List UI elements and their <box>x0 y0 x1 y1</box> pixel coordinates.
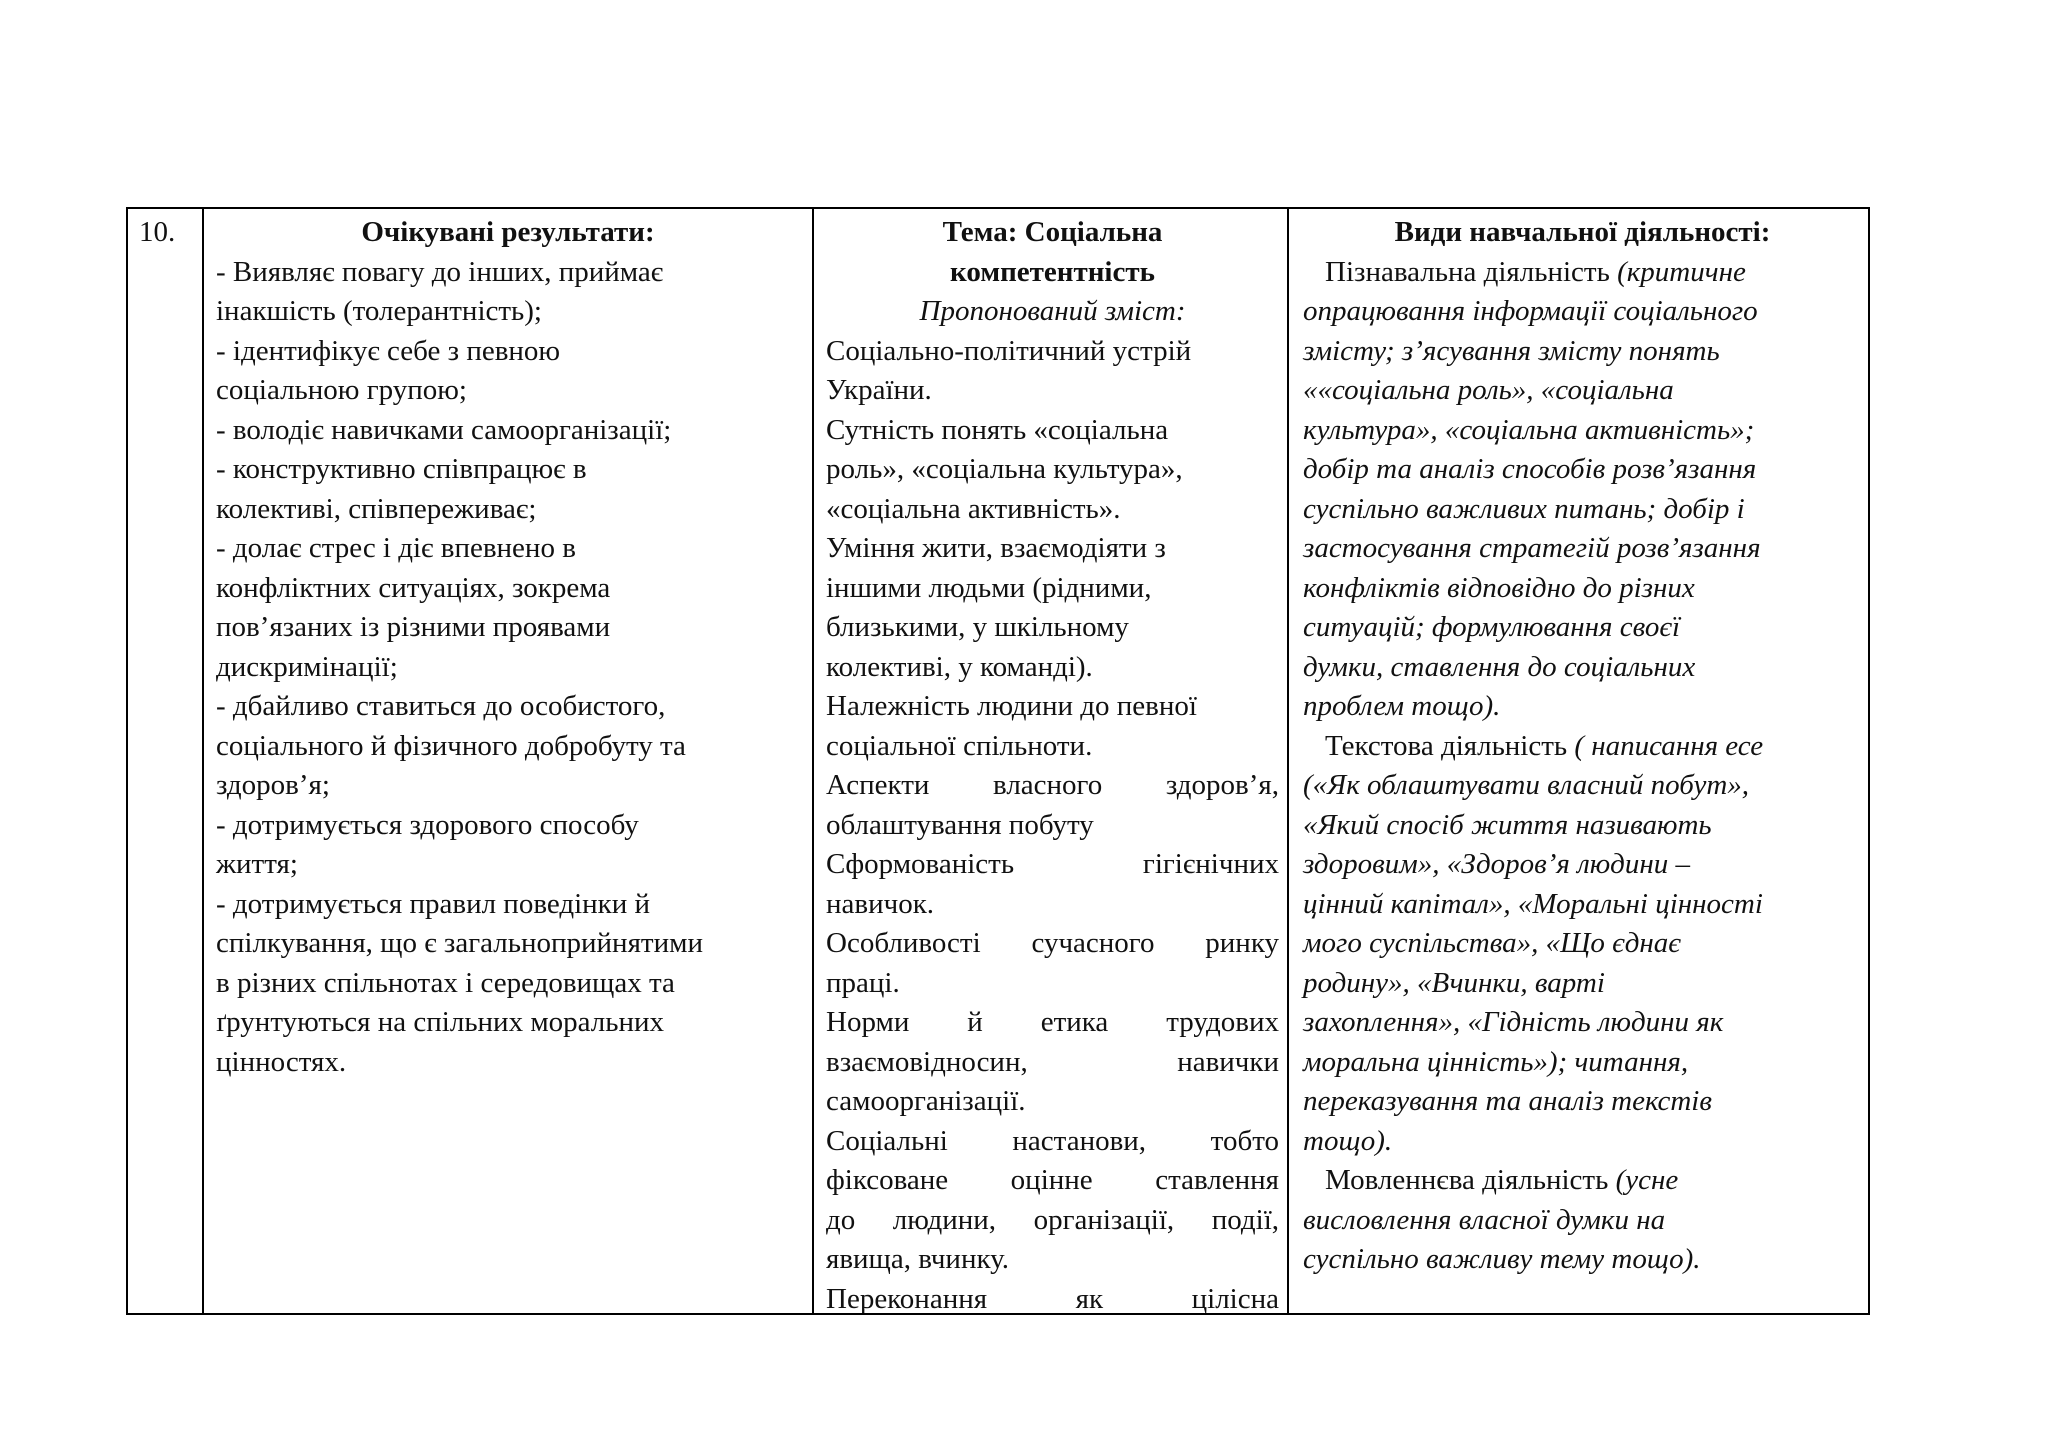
activity-line <box>1303 687 1862 727</box>
activity-line <box>1303 1043 1862 1083</box>
topic-content-line: колективі, у команді). <box>826 650 1093 683</box>
activity-line <box>1303 766 1862 806</box>
expected-result-line: - володіє навичками самоорганізації; <box>216 413 672 446</box>
activity-line <box>1303 292 1862 332</box>
activity-description: думки, ставлення до соціальних <box>1303 650 1696 683</box>
activity-description: (усне <box>1615 1164 1679 1196</box>
activity-line <box>1303 371 1862 411</box>
topic-content-line: праці. <box>826 966 900 999</box>
activity-description: ««соціальна роль», «соціальна <box>1303 374 1674 406</box>
topic-content-line: Сформованість гігієнічних <box>826 848 1279 880</box>
activity-description: добір та аналіз способів розв’язання <box>1303 453 1757 485</box>
activity-line <box>1303 253 1862 293</box>
expected-result-line: - долає стрес і діє впевнено в <box>216 532 576 564</box>
expected-result-line: спілкування, що є загальноприйнятими <box>216 927 703 959</box>
expected-results-cell <box>204 209 814 1313</box>
activity-type: Текстова діяльність <box>1325 729 1575 762</box>
topic-content-line: Особливості сучасного ринку <box>826 927 1279 959</box>
activity-description: тощо). <box>1303 1124 1393 1157</box>
expected-result-line: дискримінації; <box>216 650 398 683</box>
expected-result-line: колективі, співпереживає; <box>216 492 537 525</box>
activity-line <box>1303 845 1862 885</box>
topic-content-line: Уміння жити, взаємодіяти з <box>826 532 1166 564</box>
activity-description: переказування та аналіз текстів <box>1303 1085 1712 1117</box>
activity-line <box>1303 1003 1862 1043</box>
topic-content-line: України. <box>826 374 932 406</box>
activity-description: («Як облаштувати власний побут», <box>1303 769 1750 801</box>
activity-description: застосування стратегій розв’язання <box>1303 532 1761 564</box>
curriculum-table <box>126 207 1870 1315</box>
activity-description: конфліктів відповідно до різних <box>1303 571 1695 604</box>
activity-line <box>1303 1201 1862 1241</box>
activity-line <box>1303 332 1862 372</box>
activity-line <box>1303 529 1862 569</box>
topic-content-line: фіксоване оцінне ставлення <box>826 1164 1279 1196</box>
activity-description: проблем тощо). <box>1303 690 1501 722</box>
expected-result-line: життя; <box>216 848 298 880</box>
activity-line <box>1303 964 1862 1004</box>
expected-result-line: соціальною групою; <box>216 374 467 406</box>
expected-result-line: здоров’я; <box>216 769 330 801</box>
activity-type: Пізнавальна діяльність <box>1325 255 1618 288</box>
row-number-cell <box>128 209 204 1313</box>
topic-content-line: Переконання як цілісна <box>826 1282 1279 1313</box>
expected-result-line: пов’язаних із різними проявами <box>216 611 611 643</box>
topic-content-line: «соціальна активність». <box>826 492 1121 525</box>
topic-content-line: Норми й етика трудових <box>826 1006 1279 1038</box>
activity-line <box>1303 1240 1862 1280</box>
expected-result-line: - дотримується здорового способу <box>216 808 639 841</box>
activity-line <box>1303 1082 1862 1122</box>
topic-content-line: соціальної спільноти. <box>826 729 1093 762</box>
activity-line <box>1303 648 1862 688</box>
topic-heading-line1: Тема: Соціальна <box>942 216 1163 248</box>
topic-content-line: близькими, у шкільному <box>826 611 1129 643</box>
topic-content-line: іншими людьми (рідними, <box>826 571 1152 604</box>
row-number: 10. <box>139 216 176 248</box>
activity-line <box>1303 569 1862 609</box>
expected-result-line: конфліктних ситуаціях, зокрема <box>216 571 611 604</box>
expected-result-line: - Виявляє повагу до інших, приймає <box>216 255 664 288</box>
topic-content-line: Соціально-політичний устрій <box>826 334 1192 367</box>
activity-line <box>1303 490 1862 530</box>
activity-line <box>1303 411 1862 451</box>
expected-result-line: інакшість (толерантність); <box>216 295 542 327</box>
topic-content-line: навичок. <box>826 887 935 920</box>
proposed-content-label: Пропонований зміст: <box>919 295 1186 327</box>
activity-description: моральна цінність»); читання, <box>1303 1045 1689 1078</box>
expected-result-line: - дотримується правил поведінки й <box>216 887 651 920</box>
activity-line <box>1303 608 1862 648</box>
activity-line <box>1303 806 1862 846</box>
activity-line <box>1303 450 1862 490</box>
activity-description: здоровим», «Здоров’я людини – <box>1303 848 1690 880</box>
activity-line <box>1303 727 1862 767</box>
topic-content-line: взаємовідносин, навички <box>826 1045 1279 1078</box>
expected-result-line: - дбайливо ставиться до особистого, <box>216 690 666 722</box>
activities-cell <box>1289 209 1870 1313</box>
topic-cell <box>814 209 1289 1313</box>
expected-result-line: цінностях. <box>216 1045 347 1078</box>
activity-description: захоплення», «Гідність людини як <box>1303 1006 1724 1038</box>
expected-result-line: ґрунтуються на спільних моральних <box>216 1006 665 1038</box>
activity-line <box>1303 885 1862 925</box>
expected-result-line: в різних спільнотах і середовищах та <box>216 966 675 999</box>
topic-content-line: Аспекти власного здоров’я, <box>826 769 1279 801</box>
activity-description: суспільно важливих питань; добір і <box>1303 492 1745 525</box>
topic-content-line: до людини, організації, події, <box>826 1203 1279 1236</box>
activity-description: опрацювання інформації соціального <box>1303 295 1758 327</box>
expected-result-line: - конструктивно співпрацює в <box>216 453 587 485</box>
activity-description: ситуацій; формулювання своєї <box>1303 611 1681 643</box>
expected-results-heading: Очікувані результати: <box>361 216 655 248</box>
activities-heading: Види навчальної діяльності: <box>1394 216 1771 248</box>
topic-content-line: роль», «соціальна культура», <box>826 453 1183 485</box>
topic-content-line: Сутність понять «соціальна <box>826 413 1169 446</box>
activity-line <box>1303 924 1862 964</box>
topic-heading-line2: компетентність <box>950 255 1155 288</box>
activity-description: висловлення власної думки на <box>1303 1203 1666 1236</box>
topic-content-line: облаштування побуту <box>826 808 1094 841</box>
activity-description: ( написання есе <box>1574 729 1764 762</box>
expected-result-line: соціального й фізичного добробуту та <box>216 729 686 762</box>
topic-content-line: Соціальні настанови, тобто <box>826 1124 1279 1157</box>
activity-type: Мовленнєва діяльність <box>1325 1164 1616 1196</box>
activity-description: суспільно важливу тему тощо). <box>1303 1243 1701 1275</box>
activity-description: культура», «соціальна активність»; <box>1303 413 1755 446</box>
activity-line <box>1303 1122 1862 1162</box>
topic-content-line: самоорганізації. <box>826 1085 1026 1117</box>
topic-content-line: Належність людини до певної <box>826 690 1197 722</box>
activity-line <box>1303 1161 1862 1201</box>
activity-description: (критичне <box>1617 255 1746 288</box>
activity-description: «Який спосіб життя називають <box>1303 808 1712 841</box>
expected-result-line: - ідентифікує себе з певною <box>216 334 561 367</box>
activity-description: цінний капітал», «Моральні цінності <box>1303 887 1763 920</box>
topic-content-line: явища, вчинку. <box>826 1243 1009 1275</box>
activity-description: мого суспільства», «Що єднає <box>1303 927 1681 959</box>
activity-description: родину», «Вчинки, варті <box>1303 966 1605 999</box>
activity-description: змісту; з’ясування змісту понять <box>1303 334 1720 367</box>
